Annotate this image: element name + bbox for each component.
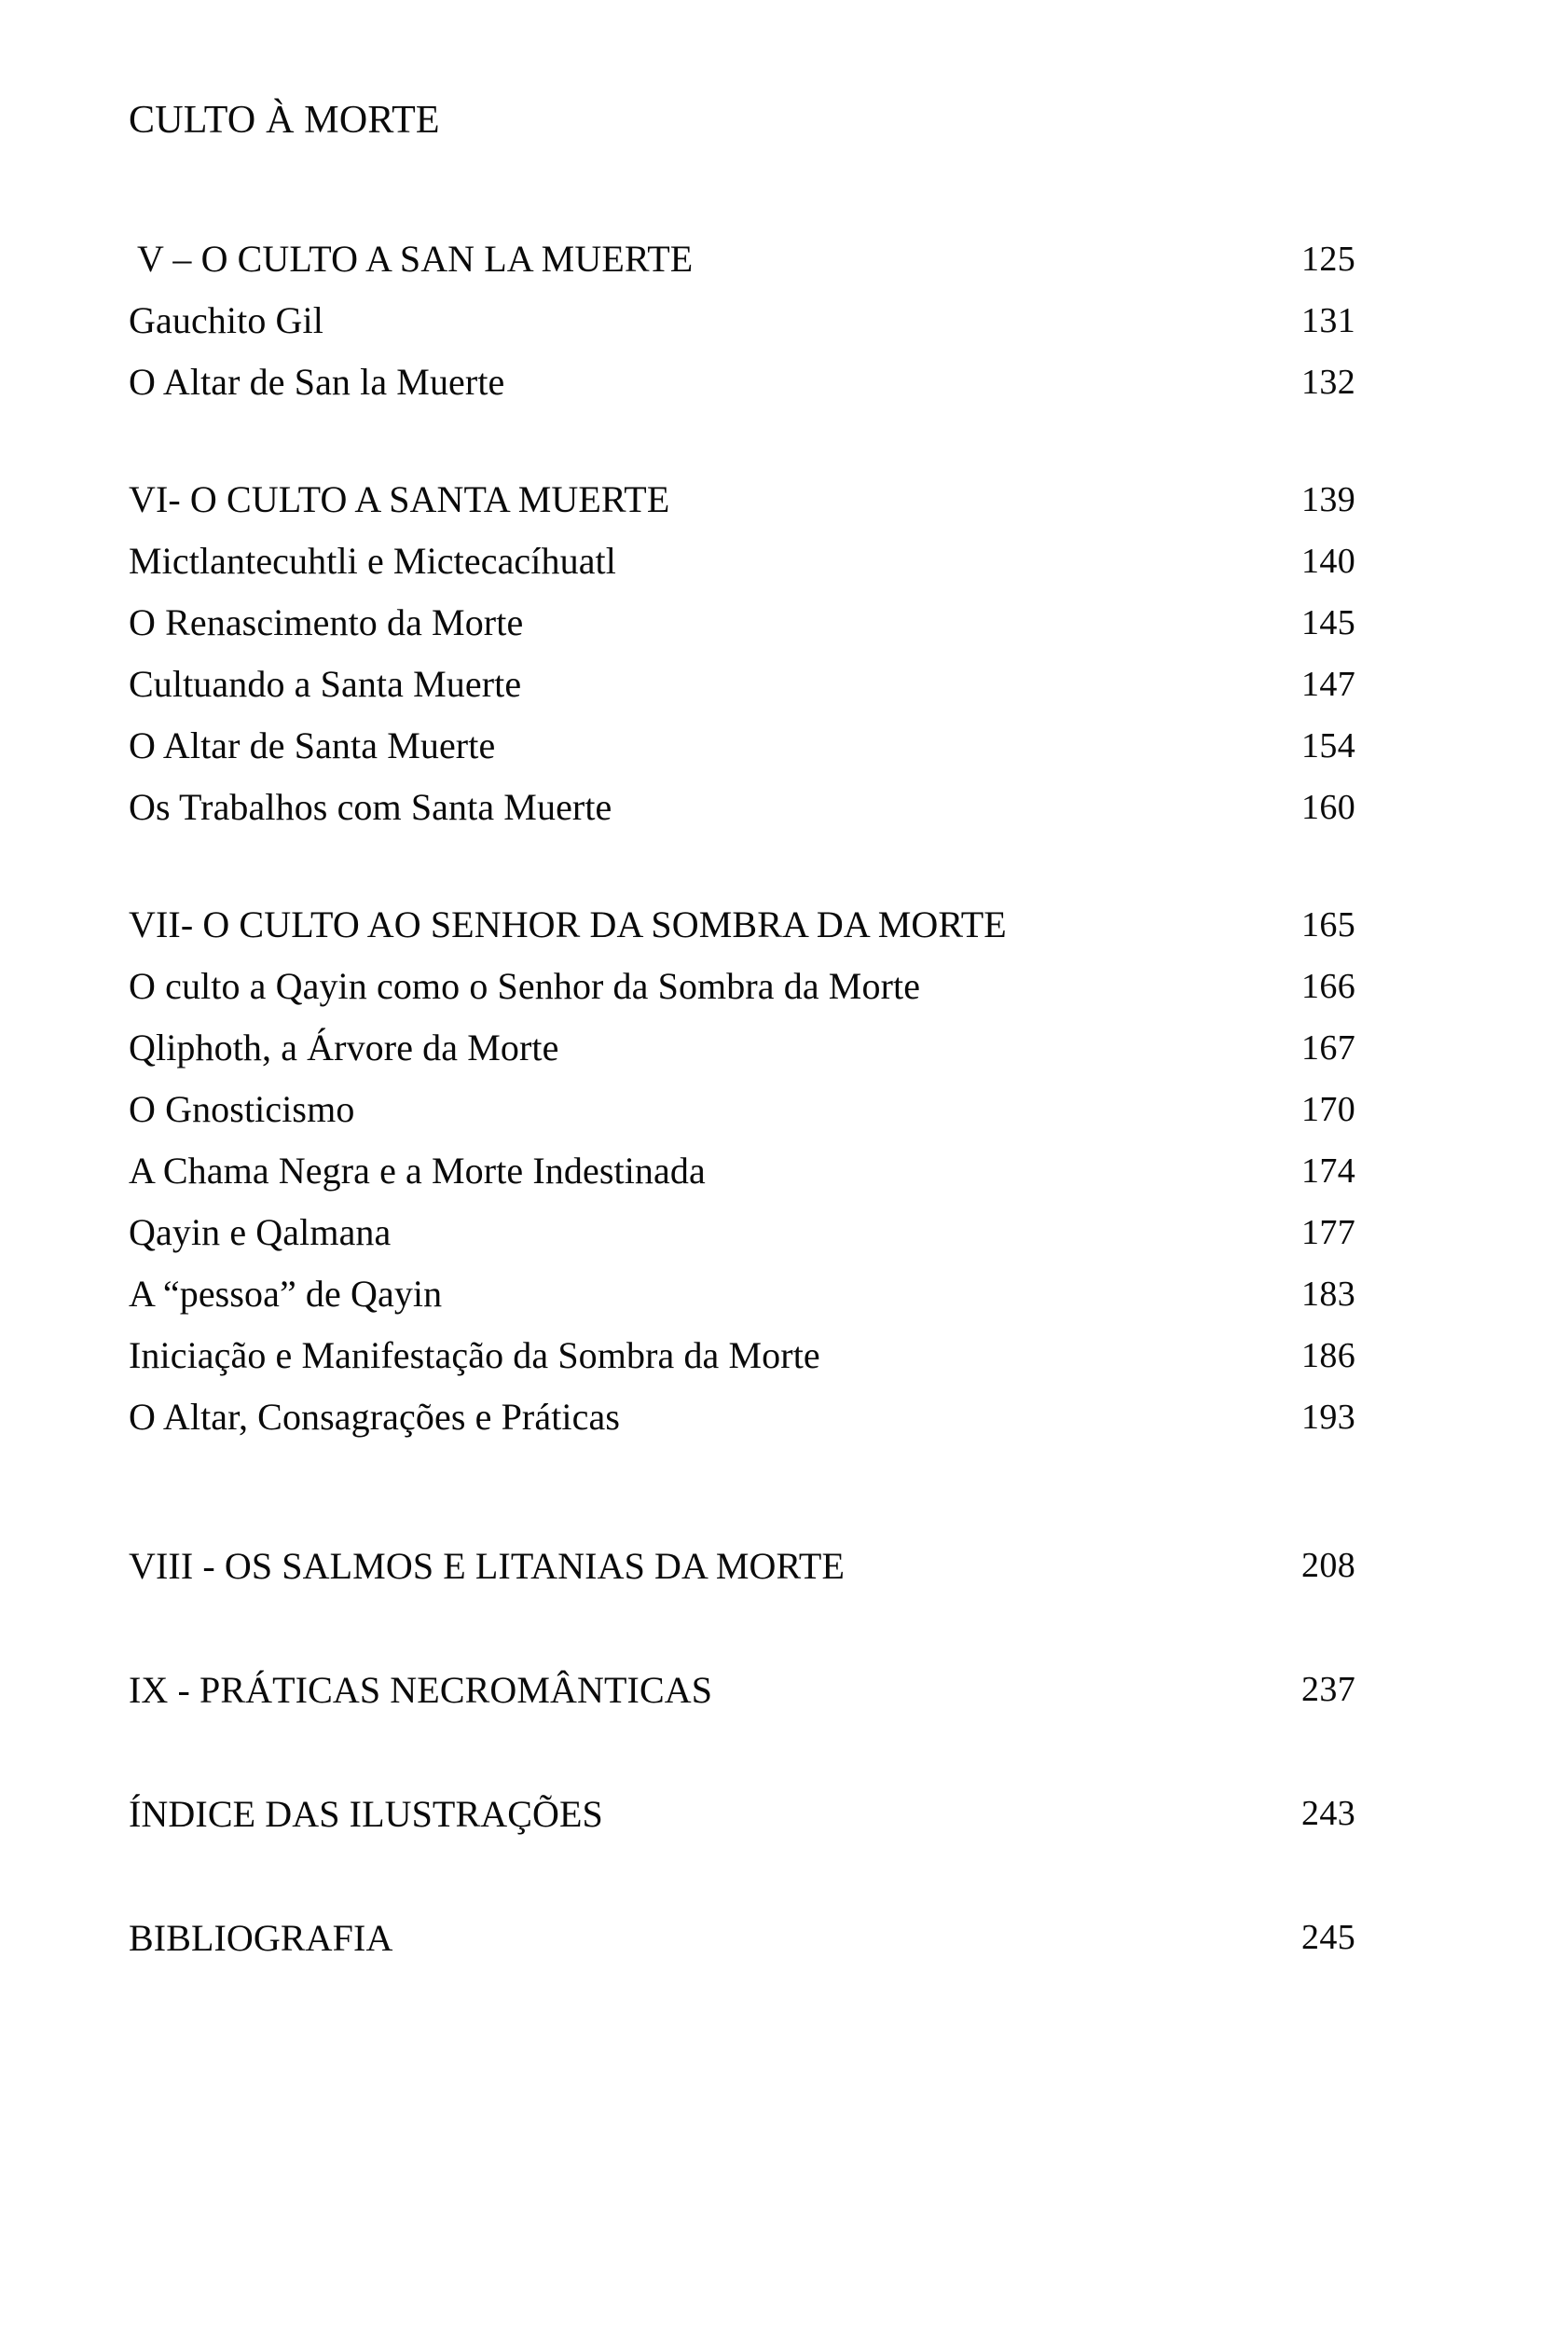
toc-entry-label: Qayin e Qalmana [129,1211,392,1253]
toc-chapter-entry[interactable] [129,1504,1434,1628]
toc-entry-page-number: 245 [1301,1918,1356,1957]
toc-entry-page-number: 154 [1301,726,1356,765]
toc-entry-page-number: 167 [1301,1028,1356,1068]
toc-chapter-entry[interactable] [129,1876,1434,2000]
toc-entry-page-number: 170 [1301,1090,1356,1129]
toc-entry-label: Qliphoth, a Árvore da Morte [129,1027,559,1068]
toc-entry-label: O Altar, Consagrações e Práticas [129,1396,620,1438]
toc-subentry[interactable] [129,531,1434,592]
toc-entry-label: IX - PRÁTICAS NECROMÂNTICAS [129,1669,713,1711]
toc-chapter-entry[interactable] [129,228,1434,290]
toc-subentry[interactable] [129,956,1434,1017]
toc-entry-page-number: 140 [1301,542,1356,581]
toc-entry-label: O Renascimento da Morte [129,601,524,643]
toc-entry-page-number: 186 [1301,1336,1356,1375]
toc-entry-label: O Altar de Santa Muerte [129,724,496,766]
toc-entry-page-number: 139 [1301,480,1356,519]
toc-chapter-entry[interactable] [129,1752,1434,1876]
page-title: CULTO À MORTE [129,99,440,142]
toc-subentry[interactable] [129,1202,1434,1263]
toc-entry-label: Cultuando a Santa Muerte [129,663,522,705]
toc-subentry[interactable] [129,654,1434,715]
toc-entry-label: VIII - OS SALMOS E LITANIAS DA MORTE [129,1545,845,1587]
toc-entry-page-number: 166 [1301,967,1356,1006]
toc-section [129,894,1434,1448]
toc-entry-label: Iniciação e Manifestação da Sombra da Morte [129,1334,820,1376]
toc-entry-page-number: 177 [1301,1213,1356,1252]
toc-entry-page-number: 243 [1301,1794,1356,1833]
toc-entry-page-number: 193 [1301,1398,1356,1437]
toc-subentry[interactable] [129,1325,1434,1386]
toc-entry-label: Gauchito Gil [129,299,323,341]
toc-subentry[interactable] [129,592,1434,654]
toc-entry-label: O Altar de San la Muerte [129,361,505,403]
toc-entry-page-number: 160 [1301,788,1356,827]
toc-subentry[interactable] [129,290,1434,352]
toc-entry-page-number: 147 [1301,665,1356,704]
toc-entry-label: V – O CULTO A SAN LA MUERTE [137,238,694,280]
toc-entry-page-number: 183 [1301,1275,1356,1314]
toc-entry-page-number: 237 [1301,1670,1356,1709]
toc-entry-label: VI- O CULTO A SANTA MUERTE [129,478,670,520]
toc-entry-page-number: 208 [1301,1546,1356,1585]
toc-subentry[interactable] [129,1079,1434,1140]
toc-entry-page-number: 145 [1301,603,1356,642]
toc-section [129,228,1434,413]
toc-entry-label: A Chama Negra e a Morte Indestinada [129,1150,706,1192]
toc-subentry[interactable] [129,1386,1434,1448]
toc-entry-label: ÍNDICE DAS ILUSTRAÇÕES [129,1793,603,1835]
toc-entry-label: O Gnosticismo [129,1088,355,1130]
toc-entry-page-number: 132 [1301,363,1356,402]
toc-entry-label: Os Trabalhos com Santa Muerte [129,786,612,828]
toc-subentry[interactable] [129,1140,1434,1202]
toc-subentry[interactable] [129,1017,1434,1079]
toc-subentry[interactable] [129,1263,1434,1325]
toc-subentry[interactable] [129,777,1434,838]
toc-entry-page-number: 125 [1301,240,1356,279]
toc-entry-list [129,228,1434,2000]
toc-section [129,469,1434,838]
toc-entry-label: O culto a Qayin como o Senhor da Sombra da Morte [129,965,921,1007]
toc-entry-label: VII- O CULTO AO SENHOR DA SOMBRA DA MORTE [129,903,1007,945]
toc-entry-page-number: 131 [1301,301,1356,340]
toc-entry-label: A “pessoa” de Qayin [129,1273,443,1315]
toc-chapter-entry[interactable] [129,894,1434,956]
toc-chapter-entry[interactable] [129,1628,1434,1752]
toc-entry-page-number: 165 [1301,905,1356,944]
toc-section [129,1504,1434,2000]
toc-entry-label: BIBLIOGRAFIA [129,1917,393,1959]
toc-entry-page-number: 174 [1301,1151,1356,1191]
toc-entry-label: Mictlantecuhtli e Mictecacíhuatl [129,540,616,582]
toc-chapter-entry[interactable] [129,469,1434,531]
toc-subentry[interactable] [129,352,1434,413]
toc-subentry[interactable] [129,715,1434,777]
